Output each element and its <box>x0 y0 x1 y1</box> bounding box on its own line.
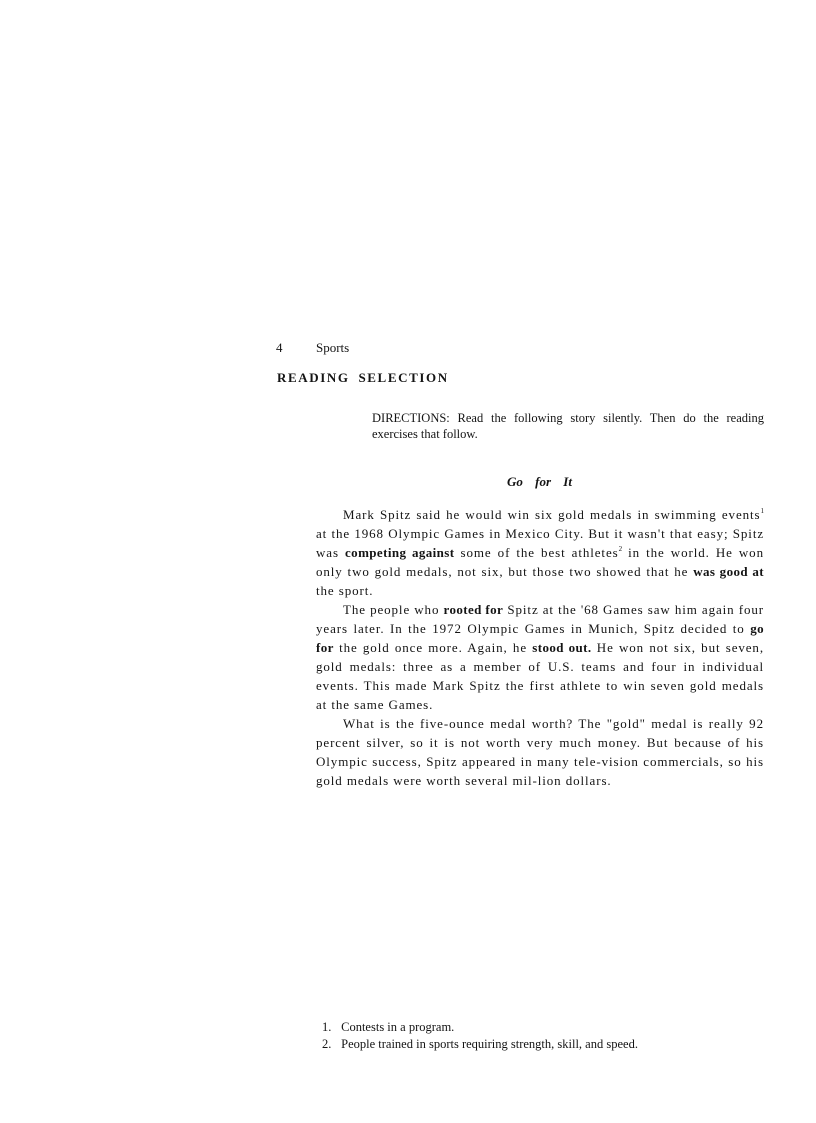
story-text: The people who <box>343 602 444 617</box>
directions-text: DIRECTIONS: Read the following story silently. Then do the reading exercises that follow. <box>372 411 764 441</box>
story-text: He won not six, but seven, gold medals: three as a member of U.S. teams and four in individual events. This made Mark Spitz the first athlete to win seven gold medals at the same Games. <box>316 640 764 712</box>
page-number: 4 <box>276 340 283 355</box>
story-text: Mark Spitz said he would win six gold medals in swimming events <box>343 507 761 522</box>
story-body <box>316 505 764 790</box>
vocabulary-term: rooted for <box>443 602 504 617</box>
vocabulary-term: was good at <box>693 564 764 579</box>
vocabulary-term: go for <box>316 621 764 655</box>
footnote-text: Contests in a program. <box>341 1020 455 1034</box>
story-text: What is the five-ounce medal worth? The "gold" medal is really 92 percent silver, so it is not worth very much money. But because of his Olympic success, Spitz appeared in many tele-vision commercials, so his gold medals were worth several mil-lion dollars. <box>316 716 764 788</box>
story-text: the sport. <box>316 583 374 598</box>
story-paragraph <box>316 600 764 714</box>
vocabulary-term: competing against <box>345 545 455 560</box>
vocabulary-term: stood out. <box>532 640 592 655</box>
story-text: the gold once more. Again, he <box>333 640 533 655</box>
footnote-text: People trained in sports requiring strength, skill, and speed. <box>341 1037 638 1051</box>
footnote-number: 2. <box>322 1037 332 1051</box>
story-text: at the 1968 Olympic Games in Mexico City. But it wasn't that easy; Spitz was <box>316 526 764 560</box>
footnotes <box>322 1019 638 1053</box>
story-paragraph <box>316 714 764 790</box>
story-text: Spitz at the '68 Games saw him again four years later. In the 1972 Olympic Games in Munich, Spitz decided to <box>316 602 764 636</box>
footnote-number: 1. <box>322 1020 332 1034</box>
footnote <box>322 1036 638 1053</box>
story-text: some of the best athletes <box>454 545 619 560</box>
story-title: Go for It <box>507 474 572 489</box>
story-text: in the world. He won only two gold medals, not six, but those two showed that he <box>316 545 764 579</box>
story-paragraph <box>316 505 764 600</box>
footnote-marker: 2 <box>618 545 623 553</box>
chapter-title: Sports <box>316 340 350 355</box>
footnote <box>322 1019 638 1036</box>
section-heading: READING SELECTION <box>277 370 449 385</box>
footnote-marker: 1 <box>760 507 764 515</box>
